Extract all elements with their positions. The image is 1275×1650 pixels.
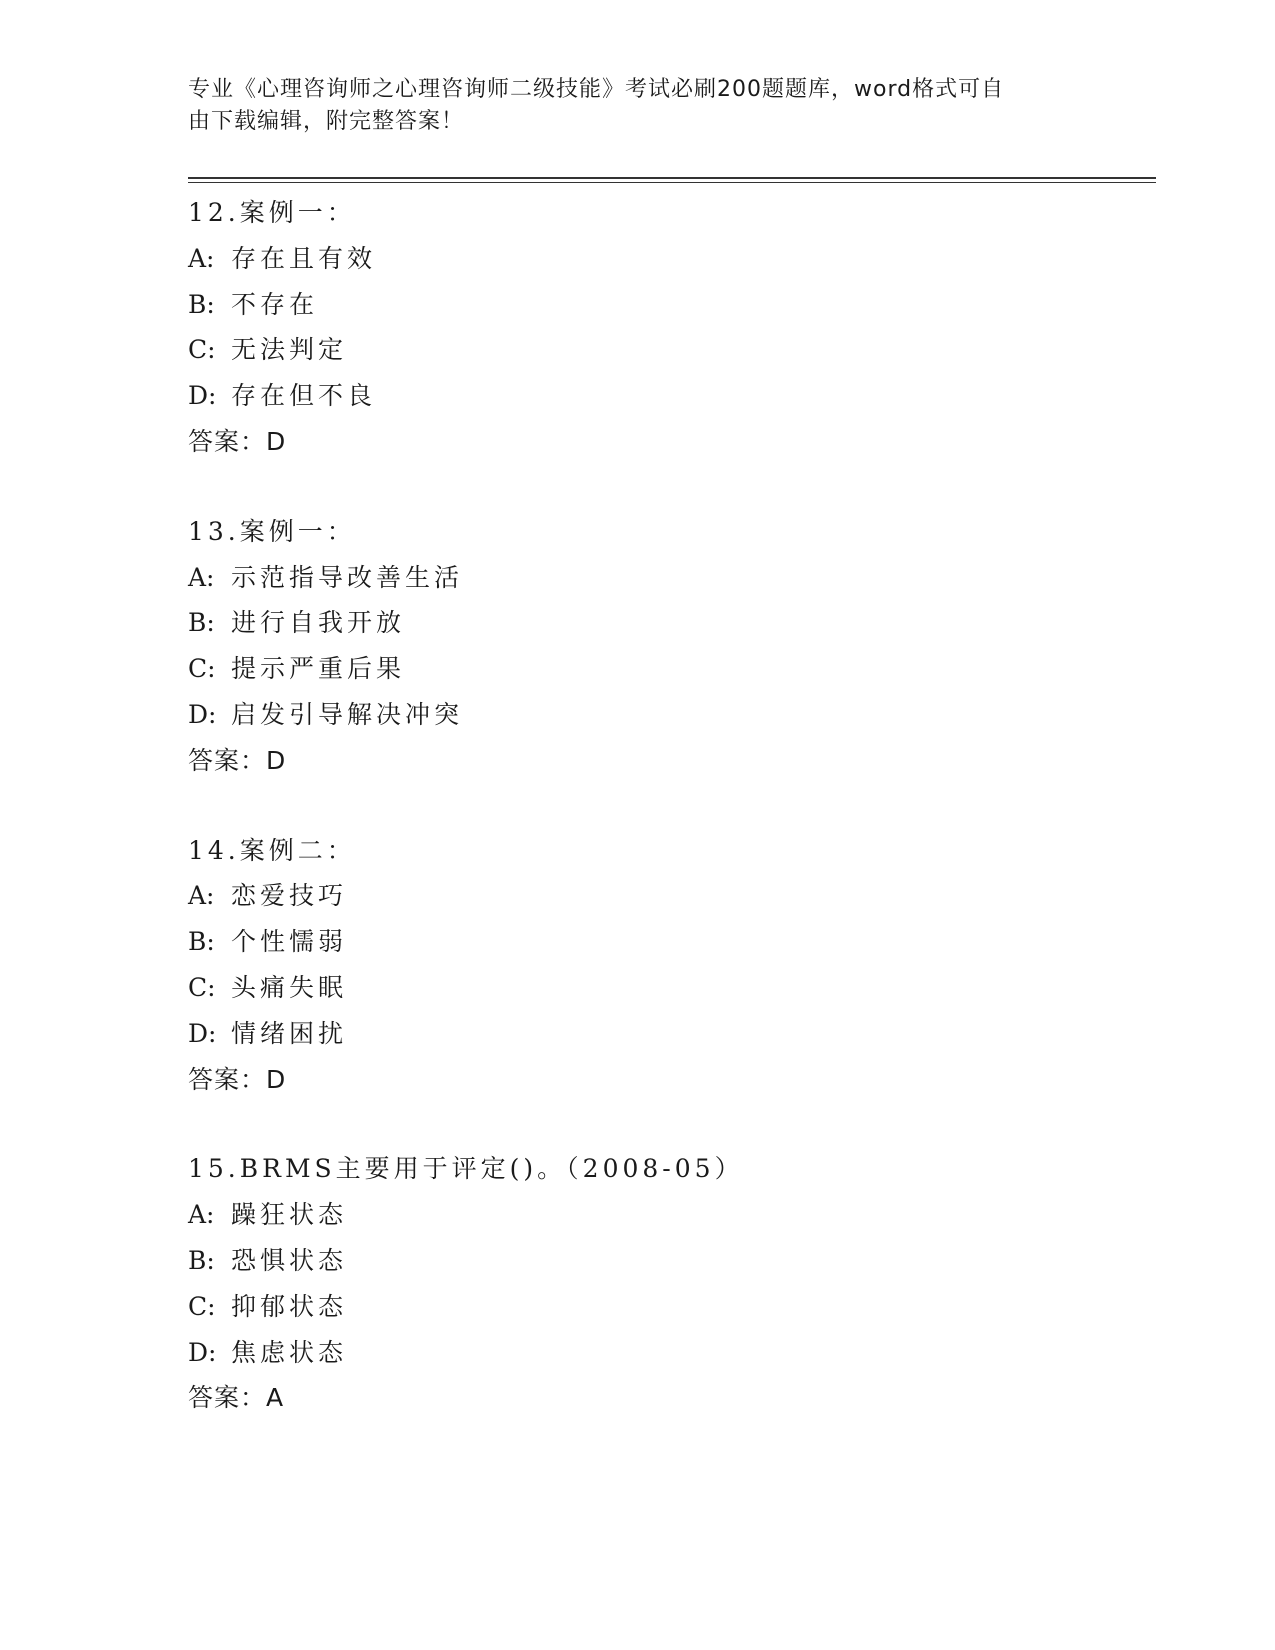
option-b (188, 600, 1148, 646)
answer-label: 答案： (188, 745, 267, 775)
option-letter: A: (188, 243, 215, 273)
option-text: 进行自我开放 (231, 608, 406, 638)
option-text: 躁狂状态 (231, 1200, 348, 1230)
option-letter: D: (188, 381, 217, 411)
option-letter: D: (188, 1018, 217, 1048)
option-d (188, 1330, 1148, 1376)
answer-value: A (266, 1383, 285, 1413)
option-text: 提示严重后果 (231, 654, 406, 684)
option-text: 不存在 (231, 289, 319, 319)
option-letter: D: (188, 1337, 217, 1367)
option-letter: C: (188, 335, 216, 365)
answer-line (188, 1057, 1148, 1103)
option-letter: B: (188, 927, 215, 957)
option-text: 个性懦弱 (231, 927, 348, 957)
header-rule-thin (188, 182, 1156, 183)
option-b (188, 919, 1148, 965)
question-item (188, 828, 1148, 1103)
option-c (188, 646, 1148, 692)
answer-label: 答案： (188, 426, 267, 456)
question-stem: 13.案例一： (188, 516, 356, 546)
option-text: 情绪困扰 (231, 1018, 348, 1048)
option-letter: A: (188, 1200, 215, 1230)
option-letter: A: (188, 881, 215, 911)
question-list (188, 190, 1148, 1421)
header-line-1: 专业《心理咨询师之心理咨询师二级技能》考试必刷200题题库，word格式可自 (188, 77, 1005, 102)
option-letter: C: (188, 654, 216, 684)
answer-line (188, 1375, 1148, 1421)
option-d (188, 692, 1148, 738)
option-a (188, 236, 1148, 282)
answer-label: 答案： (188, 1064, 267, 1094)
option-c (188, 965, 1148, 1011)
answer-line (188, 419, 1148, 465)
question-stem: 15.BRMS主要用于评定()。（2008-05） (188, 1154, 744, 1184)
question-stem: 12.案例一： (188, 198, 356, 227)
option-text: 恐惧状态 (231, 1245, 348, 1275)
option-letter: B: (188, 608, 215, 638)
option-letter: B: (188, 289, 215, 319)
option-a (188, 1192, 1148, 1238)
option-letter: C: (188, 972, 216, 1002)
option-text: 无法判定 (231, 335, 348, 365)
option-letter: D: (188, 699, 217, 729)
option-c (188, 327, 1148, 373)
option-text: 焦虑状态 (231, 1337, 348, 1367)
question-item (188, 1146, 1148, 1421)
option-a (188, 873, 1148, 919)
option-text: 存在但不良 (231, 381, 377, 411)
option-letter: A: (188, 562, 215, 592)
answer-label: 答案： (188, 1383, 267, 1413)
option-text: 恋爱技巧 (231, 881, 348, 911)
header-line-2: 由下载编辑，附完整答案！ (188, 109, 465, 134)
document-header (188, 74, 1068, 138)
option-letter: B: (188, 1245, 215, 1275)
option-b (188, 282, 1148, 328)
answer-value: D (266, 426, 287, 456)
option-b (188, 1238, 1148, 1284)
option-letter: C: (188, 1291, 216, 1321)
option-d (188, 1011, 1148, 1057)
answer-value: D (266, 1064, 287, 1094)
question-stem: 14.案例二： (188, 835, 356, 865)
option-text: 启发引导解决冲突 (231, 699, 464, 729)
answer-value: D (266, 745, 287, 775)
option-text: 头痛失眠 (231, 972, 348, 1002)
question-item (188, 509, 1148, 784)
option-text: 存在且有效 (231, 243, 377, 273)
option-text: 示范指导改善生活 (231, 562, 464, 592)
option-a (188, 555, 1148, 601)
option-d (188, 373, 1148, 419)
header-rule-thick (188, 177, 1156, 179)
question-item (188, 190, 1148, 465)
option-text: 抑郁状态 (231, 1291, 348, 1321)
option-c (188, 1284, 1148, 1330)
answer-line (188, 738, 1148, 784)
